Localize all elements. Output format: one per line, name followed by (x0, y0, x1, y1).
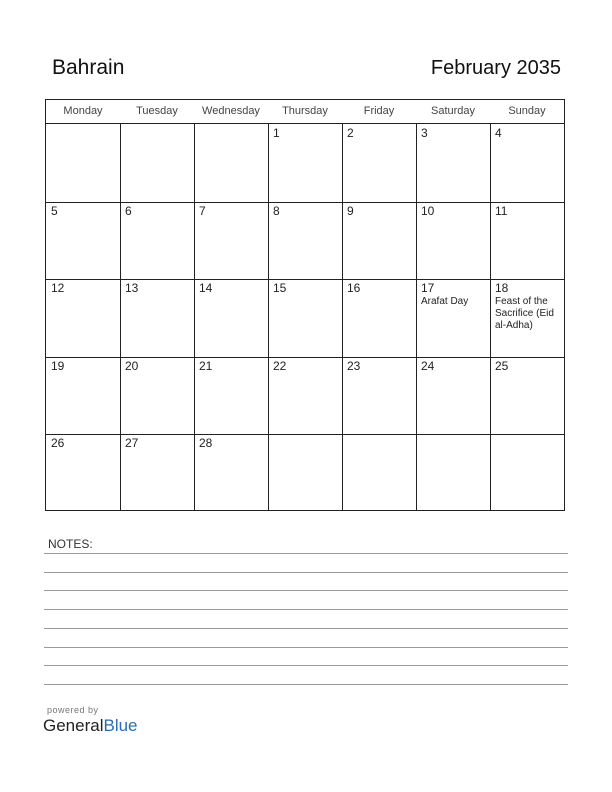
day-cell (268, 279, 342, 357)
day-cell (46, 434, 120, 512)
day-number: 7 (199, 203, 206, 218)
day-cell (46, 124, 120, 202)
notes-line (44, 553, 568, 554)
day-cell (268, 357, 342, 435)
day-number: 5 (51, 203, 58, 218)
weekday-header (46, 100, 564, 124)
day-cell (268, 434, 342, 512)
day-cell (120, 202, 194, 280)
brand-logo (43, 716, 138, 736)
day-number: 10 (421, 203, 435, 218)
day-cell (120, 357, 194, 435)
notes-line (44, 628, 568, 629)
day-cell (490, 124, 564, 202)
day-cell (342, 279, 416, 357)
day-cell (342, 357, 416, 435)
day-cell (490, 357, 564, 435)
day-cell (268, 202, 342, 280)
notes-line (44, 609, 568, 610)
day-cell (46, 279, 120, 357)
day-number: 15 (273, 281, 287, 295)
day-cell (194, 357, 268, 435)
notes-line (44, 684, 568, 685)
weekday-friday: Friday (363, 105, 395, 117)
day-cell (490, 279, 564, 357)
day-number: 8 (273, 203, 280, 218)
day-number: 18 (495, 281, 509, 295)
day-number: 4 (495, 126, 502, 140)
powered-by-text: powered by (47, 705, 99, 715)
calendar-grid (45, 99, 565, 511)
day-number: 24 (421, 358, 435, 373)
day-number: 12 (51, 281, 65, 295)
day-cell (120, 279, 194, 357)
holiday-label: Arafat Day (421, 296, 469, 307)
day-cell (342, 202, 416, 280)
day-cell (490, 434, 564, 512)
weekday-monday: Monday (63, 105, 103, 117)
day-number: 22 (273, 358, 287, 373)
day-number: 23 (347, 358, 361, 373)
day-cell (194, 279, 268, 357)
day-cell (416, 124, 490, 202)
day-cell (194, 434, 268, 512)
day-number: 13 (125, 281, 139, 295)
day-number: 16 (347, 281, 361, 295)
brand-general: General (43, 716, 104, 735)
day-number: 2 (347, 126, 354, 140)
day-number: 14 (199, 281, 213, 295)
notes-label: NOTES: (48, 537, 93, 551)
day-cell (342, 124, 416, 202)
day-number: 19 (51, 358, 65, 373)
weekday-saturday: Saturday (430, 105, 476, 117)
day-cell (194, 202, 268, 280)
day-number: 1 (273, 126, 280, 140)
day-number: 17 (421, 281, 435, 295)
day-cell (416, 202, 490, 280)
day-number: 20 (125, 358, 139, 373)
day-number: 27 (125, 436, 139, 450)
day-number: 9 (347, 203, 354, 218)
day-cell (46, 202, 120, 280)
brand-blue: Blue (103, 716, 138, 735)
notes-line (44, 590, 568, 591)
day-cell (490, 202, 564, 280)
day-cell (194, 124, 268, 202)
weekday-thursday: Thursday (282, 105, 328, 117)
day-cell (416, 357, 490, 435)
day-cell (416, 434, 490, 512)
month-title: February 2035 (430, 57, 561, 79)
country-title: Bahrain (52, 56, 125, 79)
notes-line (44, 572, 568, 573)
weekday-tuesday: Tuesday (136, 105, 178, 117)
day-cell (342, 434, 416, 512)
day-cell (416, 279, 490, 357)
day-number: 26 (51, 436, 65, 450)
day-cell (268, 124, 342, 202)
day-number: 21 (199, 358, 213, 373)
day-number: 28 (199, 436, 213, 450)
weekday-sunday: Sunday (508, 105, 546, 117)
notes-line (44, 665, 568, 666)
day-number: 3 (421, 126, 428, 140)
weekday-wednesday: Wednesday (202, 105, 260, 117)
day-number: 25 (495, 358, 509, 373)
day-number: 6 (125, 203, 132, 218)
day-number: 11 (495, 203, 508, 218)
day-cell (46, 357, 120, 435)
notes-line (44, 647, 568, 648)
holiday-label: Feast of the Sacrifice (Eid al-Adha) (495, 296, 554, 331)
day-cell (120, 434, 194, 512)
day-cell (120, 124, 194, 202)
